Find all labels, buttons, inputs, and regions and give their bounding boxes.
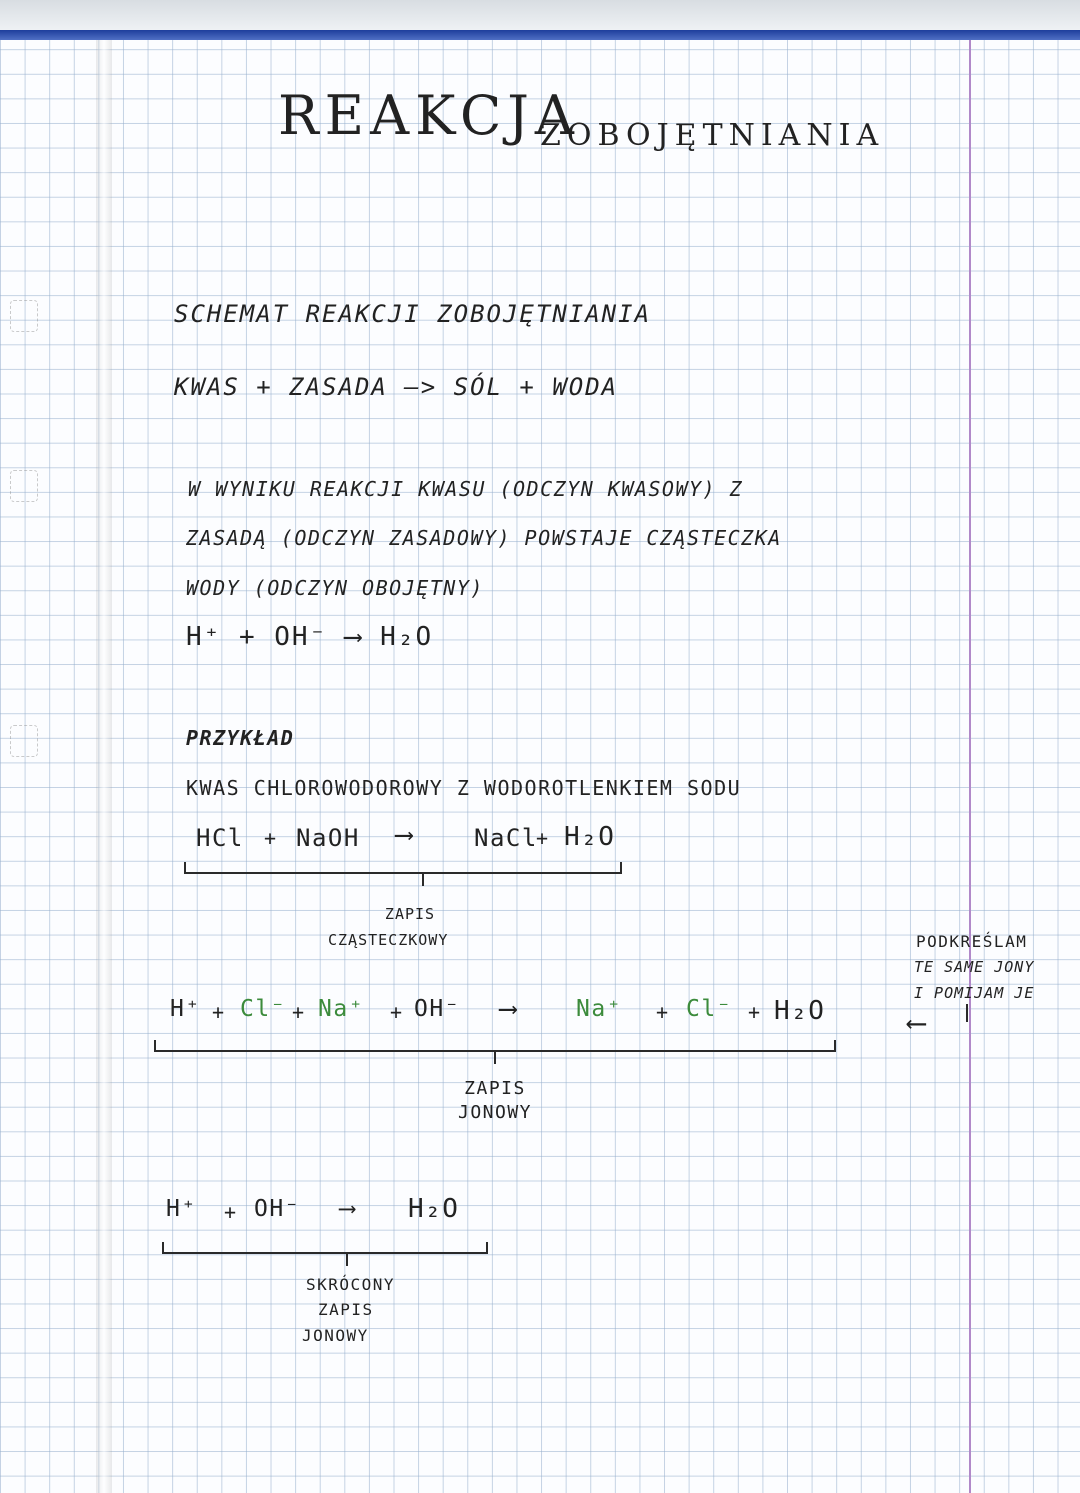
explanation-line-1: W WYNIKU REAKCJI KWASU (ODCZYN KWASOWY) Z bbox=[188, 477, 744, 501]
side-note-line-2: TE SAME JONY bbox=[914, 958, 1035, 976]
ion-cl-product: Cl⁻ bbox=[686, 996, 733, 1022]
binder-hole-mark bbox=[10, 300, 38, 332]
neutralization-ionic-equation: H⁺ + OH⁻ ⟶ H₂O bbox=[186, 622, 434, 652]
ion-cl: Cl⁻ bbox=[240, 996, 287, 1022]
schemat-equation: KWAS + ZASADA —> SÓL + WODA bbox=[174, 373, 619, 401]
ion-plus: + bbox=[212, 1000, 226, 1024]
side-note-arrow-stem bbox=[966, 1004, 968, 1022]
short-label-line-2: ZAPIS bbox=[318, 1300, 374, 1319]
short-label-line-3: JONOWY bbox=[302, 1326, 369, 1345]
eq-plus: + bbox=[536, 826, 550, 850]
schemat-heading: SCHEMAT REAKCJI ZOBOJĘTNIANIA bbox=[174, 300, 652, 328]
notebook-top-edge bbox=[0, 30, 1080, 40]
short-h2o: H₂O bbox=[408, 1194, 460, 1224]
ionic-label-line-1: ZAPIS bbox=[464, 1078, 526, 1099]
ion-arrow: ⟶ bbox=[500, 994, 518, 1024]
ion-plus: + bbox=[390, 1000, 404, 1024]
ion-na-product: Na⁺ bbox=[576, 996, 623, 1022]
eq-arrow: ⟶ bbox=[396, 820, 414, 850]
short-h: H⁺ bbox=[166, 1196, 197, 1222]
ion-na: Na⁺ bbox=[318, 996, 365, 1022]
molecular-label-line-2: CZĄSTECZKOWY bbox=[328, 931, 449, 949]
ionic-label-line-2: JONOWY bbox=[457, 1102, 533, 1123]
molecular-bracket-tick bbox=[422, 872, 424, 886]
side-note-line-1: PODKREŚLAM bbox=[916, 932, 1028, 951]
przyklad-description: KWAS CHLOROWODOROWY Z WODOROTLENKIEM SODU bbox=[186, 776, 742, 800]
binder-hole-mark bbox=[10, 470, 38, 502]
short-plus: + bbox=[224, 1200, 238, 1224]
ion-h: H⁺ bbox=[170, 996, 201, 1022]
explanation-line-2: ZASADĄ (ODCZYN ZASADOWY) POWSTAJE CZĄSTECZKA bbox=[186, 526, 782, 550]
scan-top-strip bbox=[0, 0, 1080, 30]
short-bracket bbox=[162, 1242, 488, 1254]
ion-oh: OH⁻ bbox=[414, 996, 461, 1022]
ion-plus: + bbox=[292, 1000, 306, 1024]
title-word-zobojetniania: ZOBOJĘTNIANIA bbox=[540, 118, 885, 153]
ion-plus: + bbox=[748, 1000, 762, 1024]
short-bracket-tick bbox=[346, 1252, 348, 1266]
przyklad-heading: PRZYKŁAD bbox=[186, 726, 295, 750]
eq-product-nacl: NaCl bbox=[474, 824, 538, 852]
side-note-arrow-icon: ⟵ bbox=[908, 1006, 925, 1039]
short-label-line-1: SKRÓCONY bbox=[306, 1275, 396, 1294]
ion-plus: + bbox=[656, 1000, 670, 1024]
molecular-label-line-1: ZAPIS bbox=[384, 905, 436, 923]
side-note-line-3: I POMIJAM JE bbox=[914, 984, 1035, 1002]
ion-h2o: H₂O bbox=[774, 996, 826, 1026]
molecular-bracket bbox=[184, 862, 622, 874]
eq-reactant-hcl: HCl bbox=[196, 824, 244, 852]
eq-reactant-naoh: NaOH bbox=[296, 824, 360, 852]
explanation-line-3: WODY (ODCZYN OBOJĘTNY) bbox=[186, 576, 484, 600]
notebook-spine bbox=[96, 40, 112, 1493]
eq-plus: + bbox=[264, 826, 278, 850]
binder-hole-mark bbox=[10, 725, 38, 757]
margin-line bbox=[969, 40, 971, 1493]
short-oh: OH⁻ bbox=[254, 1196, 301, 1222]
eq-product-h2o: H₂O bbox=[564, 822, 616, 852]
title-word-reakcja: REAKCJA bbox=[278, 84, 580, 147]
ionic-bracket-tick bbox=[494, 1050, 496, 1064]
short-arrow: ⟶ bbox=[340, 1194, 356, 1222]
